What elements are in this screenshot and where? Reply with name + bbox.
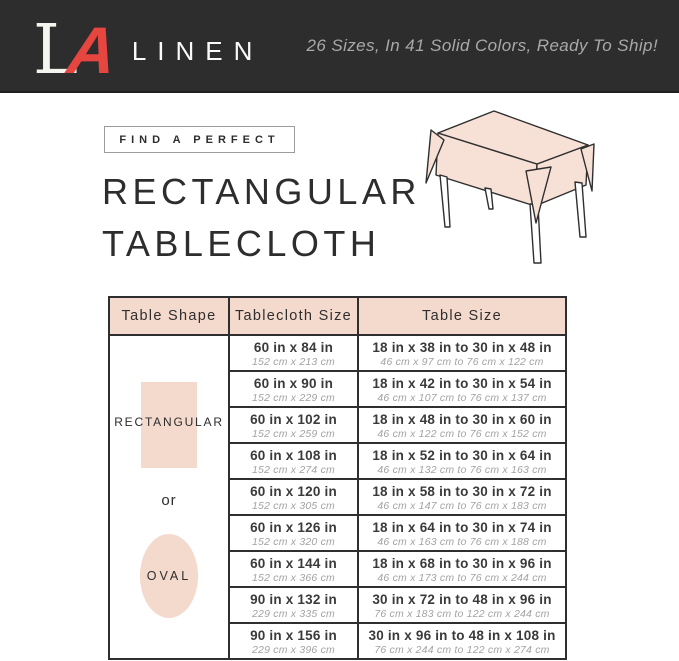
size-inches: 18 in x 64 in to 30 in x 74 in [372,519,552,535]
or-label: or [161,492,177,509]
find-a-perfect-badge [104,126,295,153]
logo-letter-l: L [33,11,79,90]
size-cm: 46 cm x 107 cm to 76 cm x 137 cm [377,391,547,404]
title-line-1: RECTANGULAR [102,171,421,212]
table-size-cell [358,587,566,623]
size-cm: 152 cm x 259 cm [252,427,335,440]
table-size-cell [358,335,566,371]
tablecloth-illustration [400,105,610,277]
size-chart-table [108,296,567,660]
table-row [109,335,566,371]
size-inches: 60 in x 120 in [250,483,337,499]
table-leg [440,175,450,227]
size-inches: 90 in x 132 in [250,591,337,607]
size-cm: 152 cm x 229 cm [252,391,335,404]
oval-label: OVAL [146,569,192,583]
size-inches: 18 in x 68 in to 30 in x 96 in [372,555,552,571]
size-cm: 46 cm x 132 cm to 76 cm x 163 cm [377,463,547,476]
tablecloth-size-cell [229,479,358,515]
brand-header [0,0,679,93]
size-cm: 152 cm x 305 cm [252,499,335,512]
size-inches: 60 in x 144 in [250,555,337,571]
size-cm: 152 cm x 213 cm [252,355,335,368]
brand-tagline: 26 Sizes, In 41 Solid Colors, Ready To Ship! [306,36,658,55]
table-size-cell [358,407,566,443]
size-inches: 60 in x 90 in [253,375,334,391]
table-size-cell [358,479,566,515]
table-leg [575,182,586,237]
table-size-cell [358,623,566,659]
table-size-cell [358,551,566,587]
table-leg [485,188,493,209]
size-cm: 152 cm x 366 cm [252,571,335,584]
table-size-cell [358,443,566,479]
size-cm: 229 cm x 396 cm [252,643,335,656]
size-cm: 76 cm x 183 cm to 122 cm x 244 cm [374,607,550,620]
badge-label: FIND A PERFECT [119,133,280,146]
page-title [102,166,421,270]
tablecloth-size-cell [229,371,358,407]
tablecloth-size-cell [229,551,358,587]
logo-wordmark: LINEN [131,36,264,66]
size-inches: 18 in x 58 in to 30 in x 72 in [372,483,552,499]
table-size-cell [358,371,566,407]
rectangular-label: RECTANGULAR [114,415,224,429]
header-tablecloth-size: Tablecloth Size [229,297,358,335]
size-inches: 18 in x 42 in to 30 in x 54 in [372,375,552,391]
table-header-row [109,297,566,335]
size-inches: 60 in x 84 in [253,339,334,355]
tablecloth-size-cell [229,623,358,659]
size-inches: 30 in x 96 in to 48 in x 108 in [368,627,556,643]
size-cm: 46 cm x 173 cm to 76 cm x 244 cm [377,571,547,584]
tablecloth-size-cell [229,515,358,551]
title-line-2: TABLECLOTH [102,223,381,264]
size-cm: 229 cm x 335 cm [252,607,335,620]
size-cm: 46 cm x 122 cm to 76 cm x 152 cm [377,427,547,440]
size-cm: 76 cm x 244 cm to 122 cm x 274 cm [374,643,550,656]
size-inches: 18 in x 38 in to 30 in x 48 in [372,339,552,355]
table-shape-cell [109,335,229,659]
size-inches: 18 in x 52 in to 30 in x 64 in [372,447,552,463]
tablecloth-size-cell [229,335,358,371]
size-cm: 152 cm x 320 cm [252,535,335,548]
size-inches: 30 in x 72 in to 48 in x 96 in [372,591,552,607]
header-table-shape: Table Shape [109,297,229,335]
size-inches: 60 in x 108 in [250,447,337,463]
tablecloth-size-cell [229,407,358,443]
size-cm: 46 cm x 147 cm to 76 cm x 183 cm [377,499,547,512]
size-cm: 46 cm x 163 cm to 76 cm x 188 cm [377,535,547,548]
size-inches: 60 in x 126 in [250,519,337,535]
logo-letter-a: A [64,13,120,87]
size-cm: 152 cm x 274 cm [252,463,335,476]
la-linen-logo [33,8,264,90]
tablecloth-size-cell [229,587,358,623]
size-inches: 60 in x 102 in [250,411,337,427]
size-inches: 90 in x 156 in [250,627,337,643]
header-table-size: Table Size [358,297,566,335]
size-cm: 46 cm x 97 cm to 76 cm x 122 cm [380,355,544,368]
size-inches: 18 in x 48 in to 30 in x 60 in [372,411,552,427]
tablecloth-size-cell [229,443,358,479]
table-size-cell [358,515,566,551]
